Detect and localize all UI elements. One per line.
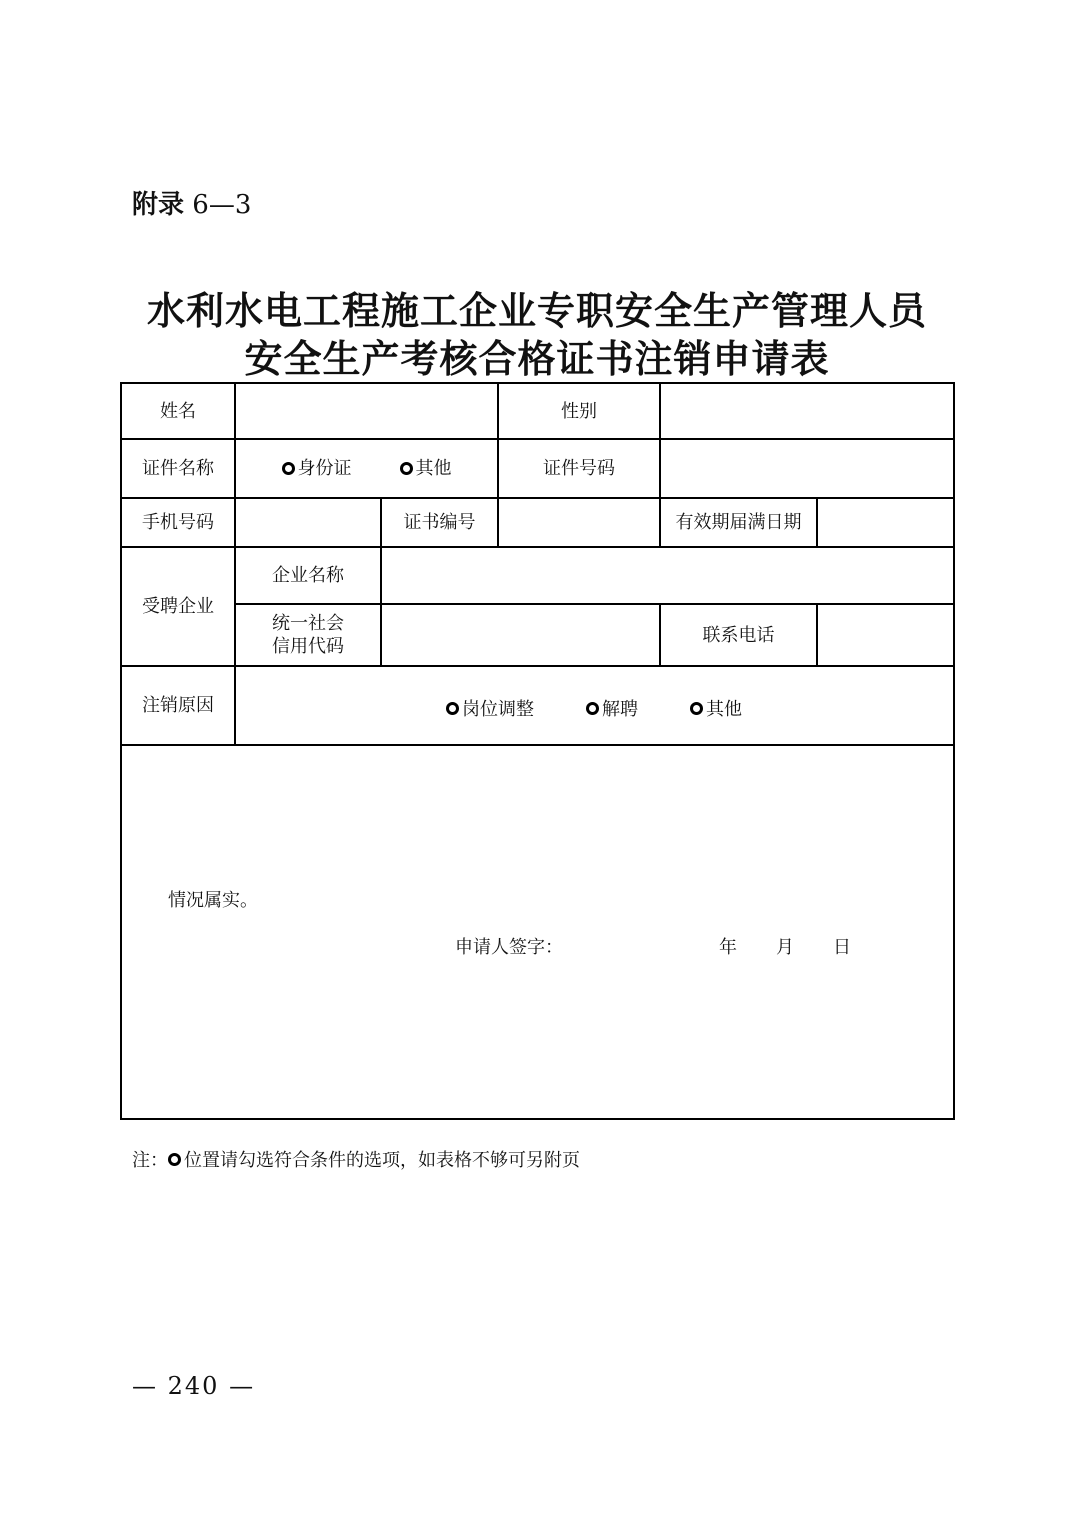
footnote-text: 位置请勾选符合条件的选项，如表格不够可另附页	[184, 1150, 580, 1171]
id-type-label: 证件名称	[142, 458, 214, 479]
reason-option-other[interactable]: 其他	[690, 695, 742, 721]
radio-circle-icon	[400, 462, 413, 475]
id-number-label: 证件号码	[543, 458, 615, 479]
reason-option-dismissal[interactable]: 解聘	[586, 695, 638, 721]
footnote	[132, 1146, 580, 1172]
radio-circle-icon	[690, 702, 703, 715]
appendix-prefix: 附录	[132, 190, 185, 220]
page-number: — 240 —	[132, 1372, 256, 1400]
radio-circle-icon	[168, 1153, 181, 1166]
footnote-prefix: 注：	[132, 1150, 168, 1171]
signature-field[interactable]	[560, 925, 700, 959]
expiry-field[interactable]	[817, 498, 954, 547]
cert-number-label: 证书编号	[403, 512, 476, 533]
credit-code-label: 统一社会 信用代码	[272, 613, 344, 657]
radio-circle-icon	[446, 702, 459, 715]
credit-code-field[interactable]	[381, 604, 660, 666]
phone-field[interactable]	[235, 498, 381, 547]
name-label: 姓名	[160, 400, 196, 422]
signature-label: 申请人签字：	[455, 937, 563, 958]
reason-label: 注销原因	[142, 695, 214, 716]
date-day-label: 日	[833, 937, 851, 958]
gender-label: 性别	[561, 400, 597, 422]
gender-field[interactable]	[660, 383, 954, 439]
date-month-label: 月	[776, 937, 794, 958]
cert-number-field[interactable]	[498, 498, 660, 547]
date-year-label: 年	[719, 937, 737, 958]
appendix-number: 6—3	[192, 190, 252, 220]
contact-phone-label: 联系电话	[702, 624, 775, 646]
form-title-line-2: 安全生产考核合格证书注销申请表	[244, 336, 830, 381]
radio-circle-icon	[282, 462, 295, 475]
id-type-option-id-card[interactable]: 身份证	[282, 457, 352, 480]
company-name-label: 企业名称	[272, 565, 344, 586]
statement-text: 情况属实。	[168, 890, 258, 911]
reason-option-position-change[interactable]: 岗位调整	[446, 695, 534, 721]
employer-label: 受聘企业	[142, 596, 214, 617]
id-type-option-other[interactable]: 其他	[400, 457, 452, 480]
contact-phone-field[interactable]	[817, 604, 954, 666]
radio-circle-icon	[586, 702, 599, 715]
phone-label: 手机号码	[142, 512, 214, 533]
expiry-label: 有效期届满日期	[675, 512, 802, 533]
form-title-line-1: 水利水电工程施工企业专职安全生产管理人员	[146, 288, 927, 333]
company-name-field[interactable]	[381, 547, 954, 604]
name-field[interactable]	[235, 383, 498, 439]
id-number-field[interactable]	[660, 439, 954, 498]
id-type-options	[235, 439, 498, 498]
